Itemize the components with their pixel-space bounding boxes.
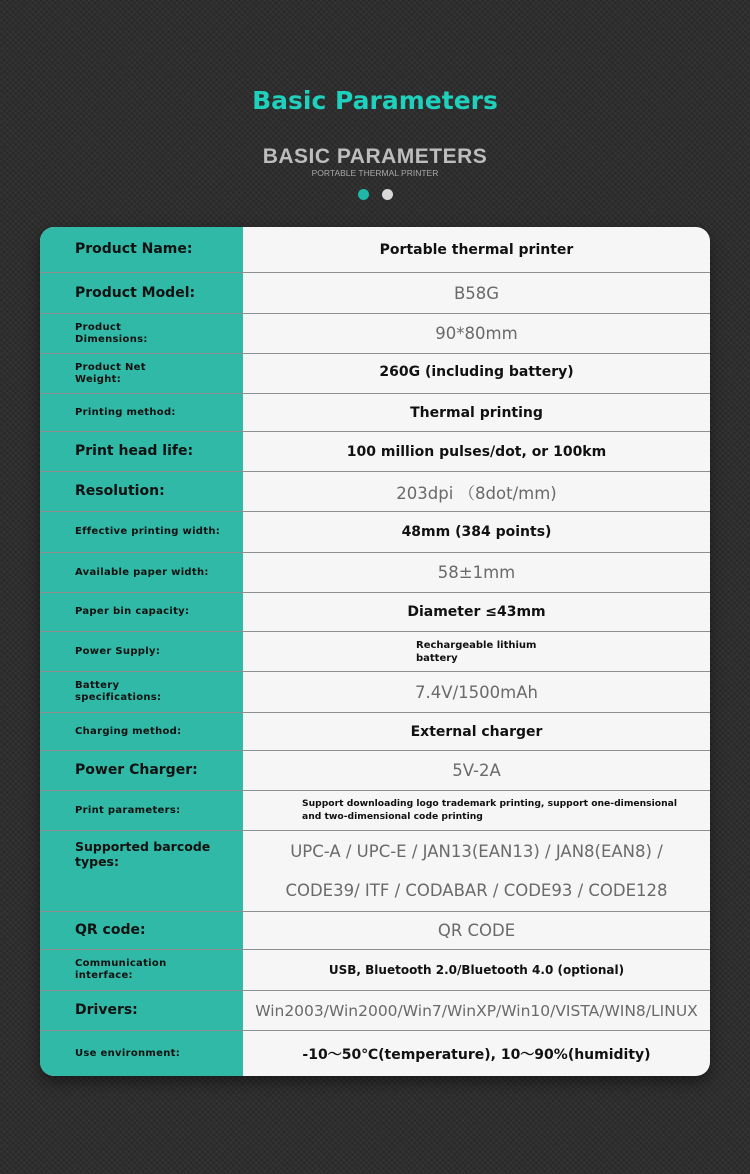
row-value: Diameter ≤43mm [407, 604, 546, 620]
row-label: Paper bin capacity: [40, 593, 243, 631]
parameters-table [40, 227, 710, 1076]
row-label: Communication interface: [40, 950, 243, 990]
row-label: Supported barcode types: [40, 831, 243, 911]
table-row [40, 831, 710, 912]
row-label: Resolution: [40, 472, 243, 511]
row-label: Product Dimensions: [40, 314, 243, 353]
table-row [40, 912, 710, 950]
row-value: Thermal printing [410, 404, 543, 421]
table-row [40, 512, 710, 553]
row-value: External charger [410, 723, 543, 740]
table-row [40, 553, 710, 593]
row-value: Support downloading logo trademark printing, support one-dimensional and two-dimensional code printing [302, 798, 677, 822]
section-subheading: PORTABLE THERMAL PRINTER [311, 168, 439, 178]
row-label: Use environment: [40, 1031, 243, 1076]
row-value: 100 million pulses/dot, or 100km [346, 443, 607, 460]
row-value [243, 831, 710, 911]
row-label: Print parameters: [40, 791, 243, 830]
row-label: Power Charger: [40, 751, 243, 790]
table-row [40, 394, 710, 432]
row-label: Product Name: [40, 227, 243, 272]
row-value: Win2003/Win2000/Win7/WinXP/Win10/VISTA/WIN8/LINUX [255, 1001, 698, 1020]
table-row [40, 991, 710, 1031]
page-title: Basic Parameters [252, 86, 498, 115]
table-row [40, 632, 710, 672]
row-value: 7.4V/1500mAh [415, 682, 538, 702]
section-heading: BASIC PARAMETERS [262, 145, 488, 168]
row-value: 90*80mm [435, 324, 518, 343]
row-value: 58±1mm [437, 563, 516, 582]
carousel-dot[interactable] [382, 189, 393, 200]
table-row [40, 950, 710, 991]
table-row [40, 751, 710, 791]
barcode-types-line-1: UPC-A / UPC-E / JAN13(EAN13) / JAN8(EAN8) / [290, 842, 663, 861]
row-label: Battery specifications: [40, 672, 243, 712]
row-label: Power Supply: [40, 632, 243, 671]
table-row [40, 593, 710, 632]
barcode-types-line-2: CODE39/ ITF / CODABAR / CODE93 / CODE128 [285, 881, 668, 900]
table-row [40, 791, 710, 831]
row-label: Product Net Weight: [40, 354, 243, 393]
table-row [40, 472, 710, 512]
row-value: Rechargeable lithium battery [416, 639, 537, 664]
row-value: 260G (including battery) [379, 363, 574, 380]
row-label: Print head life: [40, 432, 243, 471]
table-row [40, 713, 710, 751]
table-row [40, 672, 710, 713]
row-label: Effective printing width: [40, 512, 243, 552]
row-value: USB, Bluetooth 2.0/Bluetooth 4.0 (optional) [328, 963, 625, 977]
row-value: Portable thermal printer [379, 241, 574, 258]
row-label: Printing method: [40, 394, 243, 431]
table-row [40, 273, 710, 314]
row-value: B58G [453, 283, 500, 303]
table-row [40, 227, 710, 273]
row-label: Drivers: [40, 991, 243, 1030]
table-row [40, 1031, 710, 1076]
row-value: 203dpi （8dot/mm) [396, 483, 557, 503]
row-label: Product Model: [40, 273, 243, 313]
table-row [40, 432, 710, 472]
row-value: QR CODE [437, 921, 516, 940]
row-label: QR code: [40, 912, 243, 949]
row-label: Charging method: [40, 713, 243, 750]
table-row [40, 314, 710, 354]
carousel-dot-active[interactable] [358, 189, 369, 200]
carousel-dots [0, 189, 750, 200]
row-value: -10～50℃(temperature), 10～90%(humidity) [302, 1046, 651, 1063]
row-label: Available paper width: [40, 553, 243, 592]
table-row [40, 354, 710, 394]
row-value: 5V-2A [452, 761, 501, 780]
row-value: 48mm (384 points) [401, 524, 552, 540]
